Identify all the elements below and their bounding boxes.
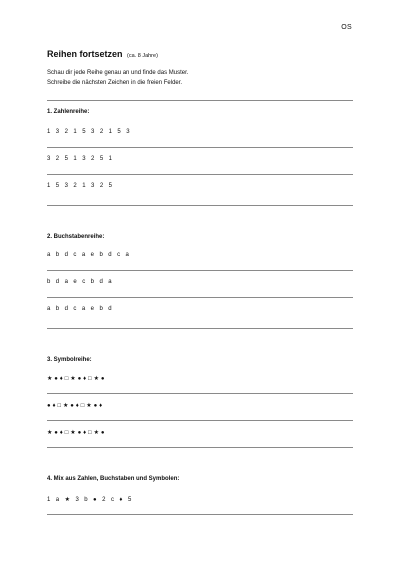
sequence-row: ●♦□★●♦□★●♦ xyxy=(47,403,105,409)
worksheet-title xyxy=(47,49,353,59)
section-title: 1. Zahlenreihe: xyxy=(47,109,90,115)
instructions xyxy=(47,69,353,88)
sequence-row: b d a e c b d a xyxy=(47,279,114,285)
sequence-row: 1 3 2 1 5 3 2 1 5 3 xyxy=(47,129,132,135)
title-subtitle: (ca. 8 Jahre) xyxy=(127,53,158,59)
answer-line xyxy=(47,514,353,515)
sequence-row: a b d c a e b d xyxy=(47,306,114,312)
sequence-row: ★●♦□★●♦□★● xyxy=(47,376,107,382)
corner-label: OS xyxy=(341,24,352,31)
sequence-row: a b d c a e b d c a xyxy=(47,252,131,258)
instruction-line: Schau dir jede Reihe genau an und finde das Muster. xyxy=(47,70,189,76)
instruction-line: Schreibe die nächsten Zeichen in die freien Felder. xyxy=(47,79,183,86)
sequence-row: 1 a ★ 3 b ● 2 c ♦ 5 xyxy=(47,497,134,503)
sequence-row: ★●♦□★●♦□★● xyxy=(47,430,107,436)
sequence-row: 1 5 3 2 1 3 2 5 xyxy=(47,183,114,189)
title-text: Reihen fortsetzen xyxy=(47,49,123,59)
sequence-row: 3 2 5 1 3 2 5 1 xyxy=(47,156,114,162)
section-title: 2. Buchstabenreihe: xyxy=(47,234,105,240)
worksheet xyxy=(47,49,353,515)
section-title: 3. Symbolreihe: xyxy=(47,357,92,363)
section-title: 4. Mix aus Zahlen, Buchstaben und Symbolen: xyxy=(47,476,180,482)
